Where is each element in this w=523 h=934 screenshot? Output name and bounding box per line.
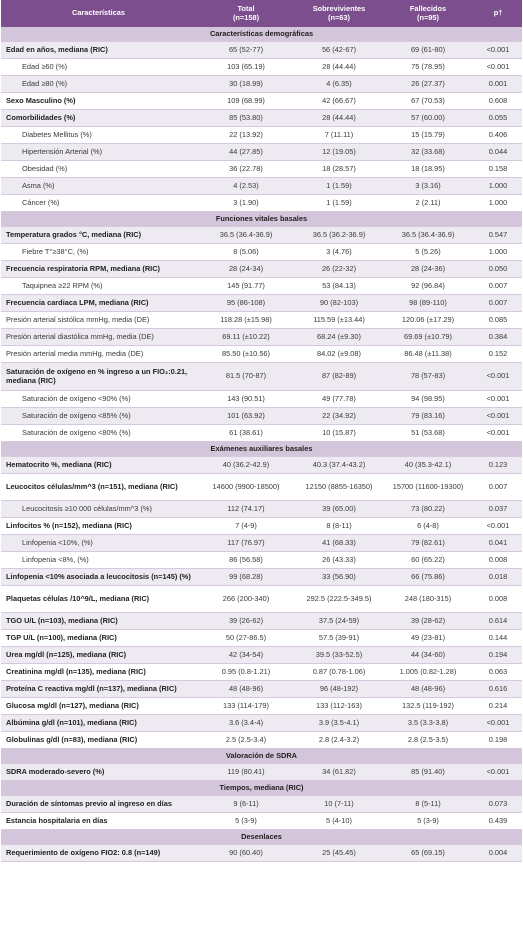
cell-survivors: 1 (1.59) <box>326 197 352 207</box>
cell-deceased: 26 (27.37) <box>411 78 445 88</box>
cell-survivors: 18 (28.57) <box>322 163 356 173</box>
cell-p-value: 0.547 <box>488 229 508 239</box>
table-row <box>1 613 522 630</box>
cell-deceased: 120.06 (±17.29) <box>401 314 455 324</box>
row-label: Urea mg/dl (n=125), mediana (RIC) <box>6 649 127 659</box>
cell-survivors: 57.5 (39-91) <box>318 632 360 642</box>
cell-p-value: 0.018 <box>488 571 508 581</box>
cell-p-value: 0.073 <box>488 798 508 808</box>
row-label: Saturación de oxígeno en % ingreso a un FIO₂:0.21, mediana (RIC) <box>6 366 188 385</box>
table-row <box>1 796 522 813</box>
cell-deceased: 86.48 (±11.38) <box>404 348 452 358</box>
header-p-value: p† <box>493 8 503 18</box>
table-row <box>1 501 522 518</box>
cell-deceased: 5 (5.26) <box>415 246 441 256</box>
table-header <box>1 0 522 27</box>
row-label: Leucocitosis ≥10 000 células/mm^3 (%) <box>22 503 152 513</box>
section-header <box>1 212 522 227</box>
cell-survivors: 84.02 (±9.08) <box>317 348 361 358</box>
cell-total: 48 (48-96) <box>228 683 264 693</box>
table-row <box>1 630 522 647</box>
cell-survivors: 7 (11.11) <box>324 129 354 139</box>
cell-deceased: 2 (2.11) <box>415 197 441 207</box>
cell-deceased: 28 (24-36) <box>410 263 446 273</box>
cell-survivors: 8 (8-11) <box>326 520 352 530</box>
cell-survivors: 39 (65.00) <box>322 503 356 513</box>
section-title: Exámenes auxiliares basales <box>210 443 313 453</box>
cell-total: 69.11 (±10.22) <box>222 331 270 341</box>
table-row <box>1 76 522 93</box>
row-label: Requerimiento de oxígeno FIO2: 0.8 (n=149) <box>6 847 161 857</box>
cell-p-value: 0.152 <box>488 348 508 358</box>
cell-p-value: 0.085 <box>488 314 508 324</box>
cell-p-value: <0.001 <box>486 766 510 776</box>
cell-survivors: 10 (7-11) <box>324 798 354 808</box>
cell-p-value: 0.063 <box>488 666 508 676</box>
cell-total: 95 (86-108) <box>226 297 266 307</box>
row-label: Linfopenia <8%, (%) <box>22 554 89 564</box>
row-label: TGP U/L (n=100), mediana (RIC) <box>6 632 117 642</box>
row-label: Creatinina mg/dl (n=135), mediana (RIC) <box>6 666 146 676</box>
section-header <box>1 442 522 457</box>
cell-p-value: <0.001 <box>486 717 510 727</box>
cell-deceased: 73 (80.22) <box>411 503 445 513</box>
cell-survivors: 115.59 (±13.44) <box>313 314 365 324</box>
table-row <box>1 664 522 681</box>
cell-p-value: 0.001 <box>488 78 508 88</box>
table-row <box>1 278 522 295</box>
row-label: TGO U/L (n=103), mediana (RIC) <box>6 615 118 625</box>
cell-p-value: 0.144 <box>488 632 508 642</box>
cell-total: 3.6 (3.4-4) <box>228 717 264 727</box>
cell-deceased: 48 (48-96) <box>410 683 446 693</box>
table-row <box>1 329 522 346</box>
row-label: Temperatura grados °C, mediana (RIC) <box>6 229 142 239</box>
cell-deceased: 60 (65.22) <box>411 554 445 564</box>
cell-p-value: <0.001 <box>486 371 510 381</box>
cell-deceased: 15700 (11600-19300) <box>392 481 464 491</box>
header-total: Total (n=158) <box>232 3 260 22</box>
table-row <box>1 42 522 59</box>
row-label: Obesidad (%) <box>22 163 68 173</box>
cell-survivors: 37.5 (24-59) <box>318 615 360 625</box>
row-label: Presión arterial media mmHg, media (DE) <box>6 348 144 358</box>
cell-survivors: 3.9 (3.5-4.1) <box>318 717 360 727</box>
cell-p-value: 0.004 <box>488 847 508 857</box>
row-label: Linfocitos % (n=152), mediana (RIC) <box>6 520 132 530</box>
row-label: Edad ≥60 (%) <box>22 61 68 71</box>
cell-survivors: 3 (4.76) <box>326 246 352 256</box>
cell-deceased: 1.005 (0.82-1.28) <box>399 666 457 676</box>
cell-total: 119 (80.41) <box>227 766 265 776</box>
cell-deceased: 57 (60.00) <box>411 112 445 122</box>
cell-p-value: 0.007 <box>488 481 508 491</box>
table-row <box>1 764 522 781</box>
cell-survivors: 10 (15.87) <box>322 427 356 437</box>
cell-deceased: 92 (96.84) <box>411 280 445 290</box>
cell-deceased: 18 (18.95) <box>411 163 445 173</box>
cell-total: 2.5 (2.5-3.4) <box>225 734 267 744</box>
section-title: Características demográficas <box>209 28 314 38</box>
cell-p-value: 0.616 <box>488 683 508 693</box>
table-row <box>1 408 522 425</box>
row-label: Saturación de oxígeno <85% (%) <box>22 410 131 420</box>
cell-p-value: 0.158 <box>488 163 508 173</box>
cell-total: 117 (76.97) <box>227 537 265 547</box>
table-row <box>1 161 522 178</box>
row-label: Taquipnea ≥22 RPM (%) <box>22 280 103 290</box>
cell-deceased: 6 (4-8) <box>417 520 439 530</box>
cell-survivors: 68.24 (±9.30) <box>317 331 361 341</box>
cell-p-value: 0.194 <box>488 649 508 659</box>
cell-total: 61 (38.61) <box>229 427 263 437</box>
row-label: Edad en años, mediana (RIC) <box>6 44 108 54</box>
cell-p-value: <0.001 <box>486 393 510 403</box>
cell-p-value: 0.044 <box>488 146 508 156</box>
cell-total: 266 (200-340) <box>222 593 270 603</box>
cell-deceased: 65 (69.15) <box>411 847 445 857</box>
row-label: Linfopenia <10% asociada a leucocitosis (n=145) (%) <box>6 571 191 581</box>
cell-survivors: 56 (42-67) <box>321 44 357 54</box>
row-label: Comorbilidades (%) <box>6 112 76 122</box>
section-header <box>1 781 522 796</box>
table-row <box>1 144 522 161</box>
row-label: Frecuencia cardiaca LPM, mediana (RIC) <box>6 297 149 307</box>
cell-total: 109 (68.99) <box>227 95 265 105</box>
table-row <box>1 518 522 535</box>
cell-p-value: 0.608 <box>488 95 508 105</box>
cell-p-value: 0.614 <box>488 615 508 625</box>
header-survivors: Sobrevivientes (n=63) <box>312 3 366 22</box>
table-row <box>1 227 522 244</box>
cell-p-value: <0.001 <box>486 61 510 71</box>
cell-total: 9 (6-11) <box>233 798 259 808</box>
cell-survivors: 12150 (8855-16350) <box>305 481 373 491</box>
row-label: Proteína C reactiva mg/dl (n=137), mediana (RIC) <box>6 683 177 693</box>
cell-deceased: 32 (33.68) <box>411 146 445 156</box>
cell-deceased: 51 (53.68) <box>411 427 445 437</box>
cell-p-value: 0.439 <box>488 815 508 825</box>
cell-p-value: 0.055 <box>488 112 508 122</box>
table-row <box>1 195 522 212</box>
table-row <box>1 295 522 312</box>
cell-total: 14600 (9900-18500) <box>212 481 280 491</box>
cell-total: 42 (34-54) <box>228 649 264 659</box>
row-label: Duración de síntomas previo al ingreso en días <box>6 798 172 808</box>
cell-total: 7 (4-9) <box>235 520 257 530</box>
cell-survivors: 41 (68.33) <box>322 537 356 547</box>
table-row <box>1 93 522 110</box>
table-row <box>1 474 522 501</box>
cell-survivors: 34 (61.82) <box>322 766 356 776</box>
table-row <box>1 681 522 698</box>
cell-total: 36 (22.78) <box>229 163 263 173</box>
cell-deceased: 132.5 (119-192) <box>401 700 455 710</box>
table-row <box>1 552 522 569</box>
table-row <box>1 127 522 144</box>
cell-survivors: 2.8 (2.4-3.2) <box>318 734 360 744</box>
cell-p-value: 0.384 <box>488 331 508 341</box>
cell-total: 30 (18.99) <box>229 78 263 88</box>
cell-total: 103 (65.19) <box>227 61 265 71</box>
row-label: Glucosa mg/dl (n=127), mediana (RIC) <box>6 700 139 710</box>
table-body <box>1 27 522 862</box>
cell-p-value: 0.050 <box>488 263 508 273</box>
cell-deceased: 66 (75.86) <box>411 571 445 581</box>
cell-survivors: 36.5 (36.2-36.9) <box>312 229 366 239</box>
cell-deceased: 248 (180-315) <box>404 593 452 603</box>
table-row <box>1 813 522 830</box>
cell-total: 90 (60.40) <box>229 847 263 857</box>
cell-total: 99 (68.28) <box>229 571 263 581</box>
section-title: Funciones vitales basales <box>215 213 308 223</box>
table-row <box>1 244 522 261</box>
cell-deceased: 39 (28-62) <box>410 615 446 625</box>
table-row <box>1 312 522 329</box>
table-row <box>1 845 522 862</box>
cell-p-value: 0.008 <box>488 593 508 603</box>
section-header <box>1 27 522 42</box>
table-row <box>1 425 522 442</box>
cell-deceased: 69 (61-80) <box>410 44 446 54</box>
cell-deceased: 36.5 (36.4-36.9) <box>401 229 455 239</box>
cell-deceased: 5 (3-9) <box>417 815 439 825</box>
table-row <box>1 698 522 715</box>
cell-survivors: 49 (77.78) <box>322 393 356 403</box>
table-row <box>1 363 522 391</box>
cell-p-value: 0.041 <box>488 537 508 547</box>
cell-p-value: 0.198 <box>488 734 508 744</box>
section-title: Valoración de SDRA <box>225 750 298 760</box>
cell-survivors: 26 (43.33) <box>322 554 356 564</box>
cell-survivors: 42 (66.67) <box>322 95 356 105</box>
row-label: Globulinas g/dl (n=83), mediana (RIC) <box>6 734 138 744</box>
row-label: Diabetes Mellitus (%) <box>22 129 92 139</box>
cell-survivors: 25 (45.45) <box>322 847 356 857</box>
cell-deceased: 2.8 (2.5-3.5) <box>407 734 449 744</box>
row-label: Frecuencia respiratoria RPM, mediana (RIC) <box>6 263 161 273</box>
cell-total: 101 (63.92) <box>227 410 265 420</box>
table-row <box>1 457 522 474</box>
cell-p-value: 0.406 <box>488 129 508 139</box>
row-label: Saturación de oxígeno <90% (%) <box>22 393 131 403</box>
cell-total: 8 (5.06) <box>233 246 259 256</box>
cell-deceased: 3 (3.16) <box>415 180 441 190</box>
cell-p-value: <0.001 <box>486 410 510 420</box>
cell-total: 40 (36.2-42.9) <box>222 459 270 469</box>
row-label: Saturación de oxígeno <80% (%) <box>22 427 131 437</box>
cell-p-value: 0.037 <box>488 503 508 513</box>
row-label: Fiebre T°≥38°C, (%) <box>22 246 89 256</box>
row-label: Estancia hospitalaria en días <box>6 815 108 825</box>
cell-total: 22 (13.92) <box>229 129 263 139</box>
table-row <box>1 391 522 408</box>
row-label: Asma (%) <box>22 180 55 190</box>
row-label: Hipertensión Arterial (%) <box>22 146 103 156</box>
cell-survivors: 292.5 (222.5-349.5) <box>306 593 372 603</box>
cell-deceased: 3.5 (3.3-3.8) <box>407 717 449 727</box>
table-row <box>1 586 522 613</box>
cell-survivors: 12 (19.05) <box>322 146 356 156</box>
table-row <box>1 110 522 127</box>
cell-survivors: 53 (84.13) <box>322 280 356 290</box>
cell-p-value: 0.123 <box>488 459 508 469</box>
cell-deceased: 44 (34-60) <box>410 649 446 659</box>
cell-deceased: 40 (35.3-42.1) <box>404 459 452 469</box>
cell-total: 133 (114-179) <box>223 700 269 710</box>
cell-survivors: 90 (82-103) <box>319 297 359 307</box>
cell-deceased: 8 (5-11) <box>415 798 441 808</box>
cell-deceased: 69.69 (±10.79) <box>403 331 453 341</box>
cell-total: 81.5 (70-87) <box>225 371 267 381</box>
row-label: Albúmina g/dl (n=101), mediana (RIC) <box>6 717 137 727</box>
cell-survivors: 133 (112-163) <box>316 700 362 710</box>
cell-total: 86 (56.58) <box>229 554 263 564</box>
cell-total: 28 (24-34) <box>228 263 264 273</box>
row-label: Linfopenia <10%, (%) <box>22 537 93 547</box>
cell-p-value: <0.001 <box>486 427 510 437</box>
cell-survivors: 22 (34.92) <box>322 410 356 420</box>
cell-survivors: 33 (56.90) <box>322 571 356 581</box>
cell-p-value: <0.001 <box>486 44 510 54</box>
table-row <box>1 59 522 76</box>
cell-p-value: 1.000 <box>488 197 508 207</box>
section-title: Desenlaces <box>241 831 282 841</box>
cell-survivors: 39.5 (33-52.5) <box>315 649 363 659</box>
results-table <box>1 0 522 862</box>
table-row <box>1 569 522 586</box>
table-row <box>1 732 522 749</box>
cell-total: 50 (27-86.5) <box>225 632 267 642</box>
cell-deceased: 78 (57-83) <box>410 371 446 381</box>
cell-survivors: 40.3 (37.4-43.2) <box>312 459 366 469</box>
section-header <box>1 830 522 845</box>
cell-total: 0.95 (0.8-1.21) <box>221 666 271 676</box>
cell-survivors: 28 (44.44) <box>322 112 356 122</box>
row-label: Hematocrito %, mediana (RIC) <box>6 459 112 469</box>
table-row <box>1 346 522 363</box>
cell-total: 39 (26-62) <box>228 615 264 625</box>
row-label: Edad ≥80 (%) <box>22 78 68 88</box>
table-row <box>1 535 522 552</box>
cell-total: 118.28 (±15.98) <box>220 314 272 324</box>
cell-total: 65 (52-77) <box>228 44 264 54</box>
row-label: SDRA moderado-severo (%) <box>6 766 105 776</box>
cell-survivors: 28 (44.44) <box>322 61 356 71</box>
cell-p-value: 0.214 <box>488 700 508 710</box>
cell-survivors: 96 (48-192) <box>319 683 359 693</box>
row-label: Cáncer (%) <box>22 197 60 207</box>
cell-p-value: 1.000 <box>488 180 508 190</box>
cell-survivors: 26 (22-32) <box>321 263 357 273</box>
row-label: Sexo Masculino (%) <box>6 95 76 105</box>
cell-deceased: 49 (23-81) <box>410 632 446 642</box>
header-characteristics: Características <box>71 8 125 18</box>
row-label: Plaquetas células /10^9/L, mediana (RIC) <box>6 593 150 603</box>
cell-p-value: 0.008 <box>488 554 508 564</box>
cell-total: 112 (74.17) <box>227 503 265 513</box>
header-deceased: Fallecidos (n=95) <box>409 3 447 22</box>
cell-total: 3 (1.90) <box>233 197 259 207</box>
cell-deceased: 98 (89-110) <box>409 297 447 307</box>
cell-total: 44 (27.85) <box>229 146 263 156</box>
cell-total: 145 (91.77) <box>227 280 265 290</box>
cell-survivors: 4 (6.35) <box>326 78 352 88</box>
cell-p-value: 0.007 <box>488 297 508 307</box>
section-title: Tiempos, mediana (RIC) <box>219 782 304 792</box>
cell-total: 85 (53.80) <box>229 112 263 122</box>
cell-total: 85.50 (±10.56) <box>221 348 271 358</box>
cell-deceased: 85 (91.40) <box>411 766 445 776</box>
cell-total: 143 (90.51) <box>227 393 265 403</box>
cell-deceased: 94 (98.95) <box>411 393 445 403</box>
table-row <box>1 647 522 664</box>
cell-total: 36.5 (36.4-36.9) <box>219 229 273 239</box>
cell-deceased: 15 (15.79) <box>411 129 445 139</box>
cell-survivors: 87 (82-89) <box>321 371 357 381</box>
cell-p-value: 0.007 <box>488 280 508 290</box>
cell-deceased: 75 (78.95) <box>411 61 445 71</box>
cell-survivors: 0.87 (0.78-1.06) <box>312 666 366 676</box>
table-row <box>1 178 522 195</box>
table-row <box>1 261 522 278</box>
cell-deceased: 79 (83.16) <box>411 410 445 420</box>
row-label: Presión arterial sistólica mmHg, media (DE) <box>6 314 150 324</box>
cell-deceased: 67 (70.53) <box>411 95 445 105</box>
cell-p-value: <0.001 <box>486 520 510 530</box>
cell-survivors: 5 (4-10) <box>326 815 352 825</box>
cell-deceased: 79 (82.61) <box>411 537 445 547</box>
cell-p-value: 1.000 <box>488 246 508 256</box>
cell-total: 5 (3-9) <box>235 815 257 825</box>
row-label: Leucocitos células/mm^3 (n=151), mediana (RIC) <box>6 481 178 491</box>
table-row <box>1 715 522 732</box>
row-label: Presión arterial diastólica mmHg, media (DE) <box>6 331 154 341</box>
cell-total: 4 (2.53) <box>233 180 259 190</box>
cell-survivors: 1 (1.59) <box>326 180 352 190</box>
section-header <box>1 749 522 764</box>
